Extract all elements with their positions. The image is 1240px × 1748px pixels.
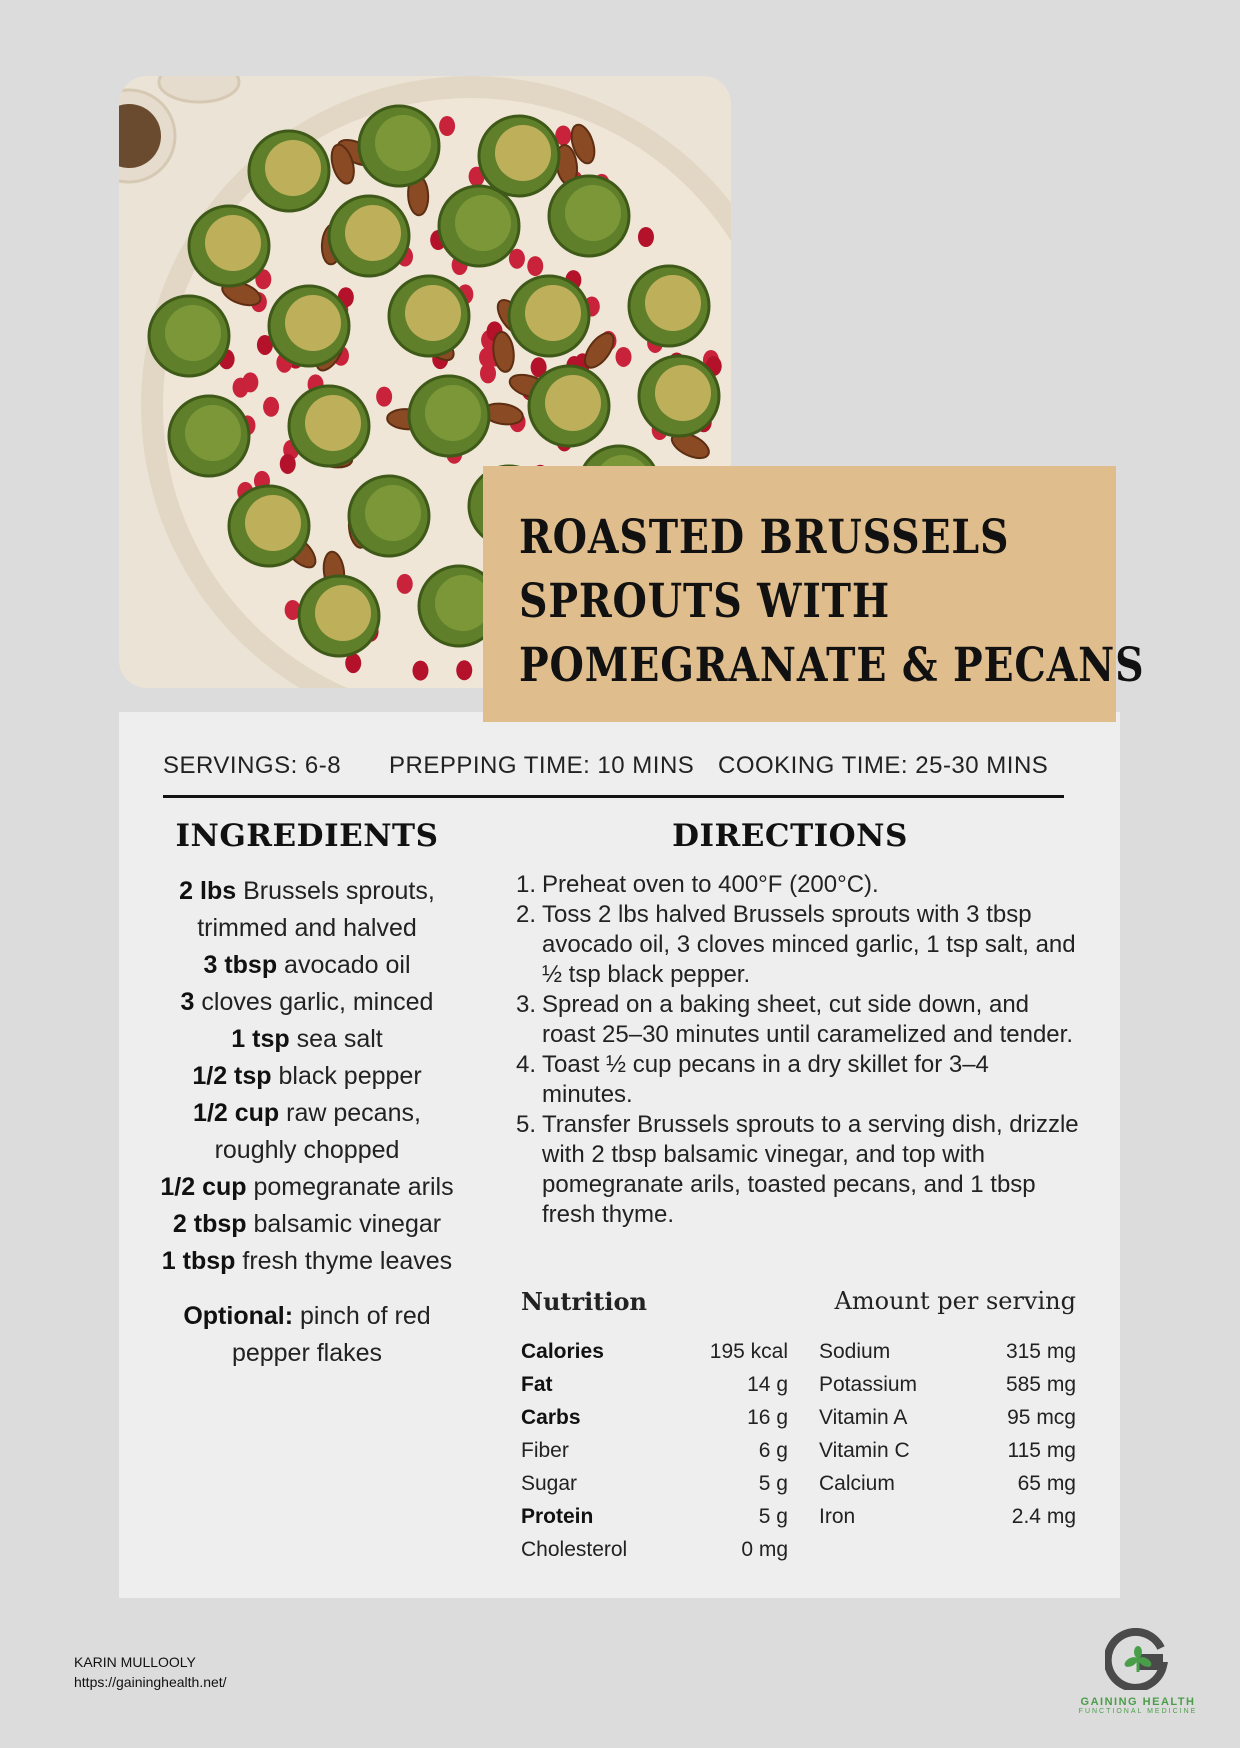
nutrient-name: Calories	[521, 1340, 604, 1363]
pomegranate-aril	[527, 256, 543, 276]
nutrient-value: 14 g	[747, 1373, 788, 1396]
nutrition-row	[521, 1472, 788, 1505]
ingredient-item	[150, 1058, 464, 1095]
step-number: 2.	[516, 901, 537, 928]
ingredient-item	[150, 1206, 464, 1243]
nutrition-row	[521, 1373, 788, 1406]
step-number: 3.	[516, 991, 537, 1018]
gaining-health-logo	[1068, 1628, 1208, 1718]
sprout-cut-face	[495, 125, 551, 181]
ingredient-text: black pepper	[271, 1062, 422, 1090]
direction-step	[516, 1110, 1080, 1230]
ingredient-qty: 2 tbsp	[172, 1210, 247, 1238]
nutrition-row	[819, 1472, 1076, 1505]
sprout-cut-face	[265, 140, 321, 196]
logo-g-icon	[1105, 1628, 1171, 1690]
nutrition-row	[819, 1505, 1076, 1538]
step-text: Toast ½ cup pecans in a dry skillet for 3–4 minutes.	[542, 1051, 989, 1108]
nutrient-value: 5 g	[758, 1472, 788, 1495]
sprout-cut-face	[455, 195, 511, 251]
ingredient-qty: 3 tbsp	[203, 951, 278, 979]
nutrition-row	[819, 1340, 1076, 1373]
nutrition-row	[521, 1439, 788, 1472]
footer-credit	[74, 1652, 227, 1692]
nutrition-heading: Nutrition	[521, 1287, 647, 1316]
sprout-cut-face	[655, 365, 711, 421]
ingredient-text: cloves garlic, minced	[194, 988, 434, 1016]
ingredient-item	[150, 1243, 464, 1280]
sprout-cut-face	[205, 215, 261, 271]
nutrient-name: Iron	[819, 1505, 856, 1528]
direction-step	[516, 1050, 1080, 1110]
step-text: Spread on a baking sheet, cut side down, and roast 25–30 minutes until caramelized and tender.	[542, 991, 1073, 1048]
logo-brand: GAINING HEALTH	[1080, 1696, 1196, 1708]
ingredient-qty: 3	[180, 988, 195, 1016]
sprout-cut-face	[315, 585, 371, 641]
sprout-cut-face	[425, 385, 481, 441]
nutrient-name: Sodium	[819, 1340, 891, 1363]
nutrition-row	[521, 1406, 788, 1439]
nutrient-name: Vitamin A	[819, 1406, 908, 1429]
ingredient-text: Brussels sprouts, trimmed and halved	[197, 877, 435, 942]
ingredient-text: pomegranate arils	[246, 1173, 454, 1201]
nutrient-name: Fat	[521, 1373, 553, 1396]
ingredient-qty: 1 tbsp	[161, 1247, 236, 1275]
step-text: Preheat oven to 400°F (200°C).	[542, 871, 879, 898]
nutrition-row	[521, 1340, 788, 1373]
ingredient-qty: 1/2 tsp	[192, 1062, 272, 1090]
ingredient-item	[150, 1021, 464, 1058]
prep-time: PREPPING TIME: 10 MINS	[389, 752, 695, 779]
ingredient-item	[150, 984, 464, 1021]
optional-label: Optional:	[183, 1302, 294, 1330]
direction-step	[516, 870, 1080, 900]
title-line: ROASTED BRUSSELS	[519, 510, 1010, 565]
nutrient-value: 2.4 mg	[1011, 1505, 1076, 1528]
title-banner	[483, 466, 1145, 722]
directions-heading: DIRECTIONS	[672, 818, 908, 854]
ingredient-item	[150, 873, 464, 947]
pomegranate-aril	[616, 347, 632, 367]
sprout-cut-face	[645, 275, 701, 331]
pomegranate-aril	[376, 387, 392, 407]
step-text: Transfer Brussels sprouts to a serving dish, drizzle with 2 tbsp balsamic vinegar, and top with pomegranate arils, toasted pecans, and 1 tbsp fresh thyme.	[542, 1111, 1079, 1228]
pomegranate-aril	[280, 454, 296, 474]
cook-time: COOKING TIME: 25-30 MINS	[718, 752, 1049, 779]
step-number: 4.	[516, 1051, 537, 1078]
direction-step	[516, 900, 1080, 990]
nutrition-table-left	[521, 1340, 788, 1571]
nutrient-name: Fiber	[521, 1439, 569, 1462]
website-url: https://gaininghealth.net/	[74, 1674, 227, 1690]
recipe-title	[519, 506, 1145, 698]
ingredient-item	[150, 1095, 464, 1169]
ingredient-qty: 1/2 cup	[160, 1173, 247, 1201]
nutrient-value: 65 mg	[1017, 1472, 1076, 1495]
sprout-cut-face	[185, 405, 241, 461]
title-line: POMEGRANATE & PECANS	[519, 638, 1145, 693]
nutrition-row	[521, 1505, 788, 1538]
pomegranate-aril	[397, 574, 413, 594]
nutrient-value: 6 g	[758, 1439, 788, 1462]
amount-per-serving: Amount per serving	[834, 1287, 1076, 1315]
nutrient-value: 95 mcg	[1007, 1406, 1076, 1429]
pomegranate-aril	[242, 372, 258, 392]
nutrition-row	[819, 1439, 1076, 1472]
ingredients-list	[150, 873, 464, 1372]
sprout-cut-face	[525, 285, 581, 341]
nutrient-value: 5 g	[758, 1505, 788, 1528]
nutrient-name: Calcium	[819, 1472, 895, 1495]
nutrition-row	[819, 1373, 1076, 1406]
nutrient-value: 16 g	[747, 1406, 788, 1429]
nutrient-name: Vitamin C	[819, 1439, 910, 1462]
sprout-cut-face	[365, 485, 421, 541]
sprout-cut-face	[545, 375, 601, 431]
ingredient-qty: 1/2 cup	[193, 1099, 280, 1127]
sprout-cut-face	[285, 295, 341, 351]
nutrient-name: Sugar	[521, 1472, 578, 1495]
ingredient-text: raw pecans, roughly chopped	[214, 1099, 421, 1164]
optional-text: pinch of red pepper flakes	[231, 1302, 431, 1367]
pomegranate-aril	[638, 227, 654, 247]
sprout-cut-face	[245, 495, 301, 551]
pomegranate-aril	[456, 660, 472, 680]
sprout-cut-face	[565, 185, 621, 241]
nutrition-row	[819, 1406, 1076, 1439]
title-line: SPROUTS WITH	[519, 574, 891, 629]
servings: SERVINGS: 6-8	[163, 752, 342, 779]
nutrient-value: 115 mg	[1007, 1439, 1076, 1462]
sprout-cut-face	[305, 395, 361, 451]
nutrient-name: Cholesterol	[521, 1538, 628, 1561]
ingredient-qty: 2 lbs	[179, 877, 237, 905]
pomegranate-aril	[480, 363, 496, 383]
step-text: Toss 2 lbs halved Brussels sprouts with 3 tbsp avocado oil, 3 cloves minced garlic, 1 tsp salt, and ½ tsp black pepper.	[542, 901, 1076, 988]
optional-ingredient	[150, 1298, 464, 1372]
ingredient-item	[150, 1169, 464, 1206]
ingredient-item	[150, 947, 464, 984]
logo-tagline: FUNCTIONAL MEDICINE	[1078, 1708, 1198, 1715]
ingredients-heading: INGREDIENTS	[175, 818, 439, 854]
nutrient-name: Protein	[521, 1505, 594, 1528]
sprout-cut-face	[165, 305, 221, 361]
nutrient-value: 315 mg	[1005, 1340, 1076, 1363]
pomegranate-aril	[412, 661, 428, 681]
nutrient-name: Potassium	[819, 1373, 918, 1396]
ingredient-text: sea salt	[289, 1025, 383, 1053]
nutrient-value: 0 mg	[741, 1538, 788, 1561]
step-number: 1.	[516, 871, 537, 898]
nutrition-row	[521, 1538, 788, 1571]
sprout-cut-face	[375, 115, 431, 171]
divider-rule	[163, 795, 1064, 798]
ingredient-text: balsamic vinegar	[246, 1210, 442, 1238]
nutrient-value: 585 mg	[1005, 1373, 1076, 1396]
directions-list	[516, 870, 1080, 1230]
nutrient-value: 195 kcal	[709, 1340, 788, 1363]
ingredient-text: fresh thyme leaves	[235, 1247, 453, 1275]
direction-step	[516, 990, 1080, 1050]
sprout-cut-face	[405, 285, 461, 341]
pomegranate-aril	[263, 397, 279, 417]
sprout-cut-face	[345, 205, 401, 261]
pomegranate-aril	[439, 116, 455, 136]
nutrient-name: Carbs	[521, 1406, 581, 1429]
author-name: KARIN MULLOOLY	[74, 1654, 196, 1670]
step-number: 5.	[516, 1111, 537, 1138]
nutrition-table-right	[819, 1340, 1076, 1538]
ingredient-qty: 1 tsp	[231, 1025, 290, 1053]
ingredient-text: avocado oil	[277, 951, 411, 979]
